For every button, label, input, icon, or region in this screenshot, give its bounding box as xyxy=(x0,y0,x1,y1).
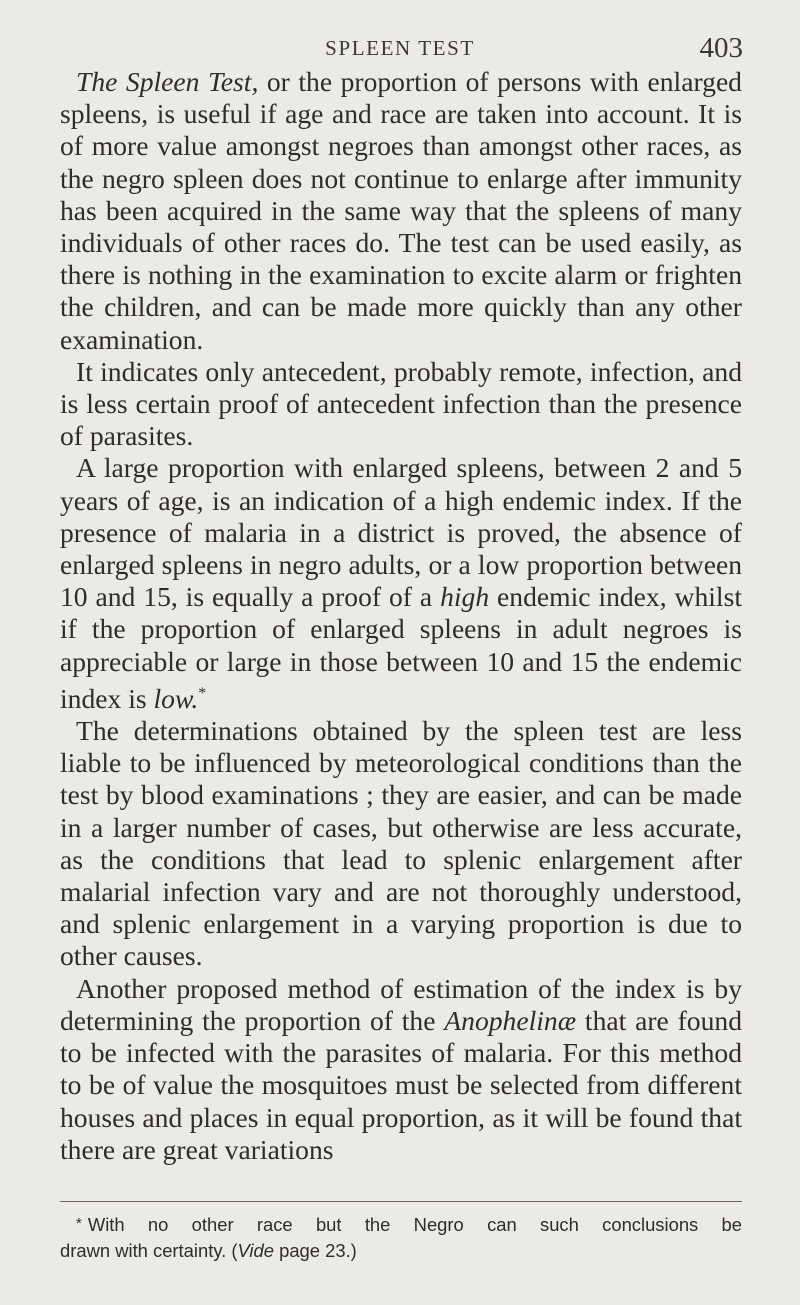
italic-high: high xyxy=(440,581,490,613)
paragraph-text: It indicates only antecedent, probably remote, infection, and is less certain proof of antecedent infection than the presence of parasites. xyxy=(60,355,742,452)
paragraph-lead-italic: The Spleen Test, xyxy=(76,66,259,97)
paragraph-text: or the proportion of persons with enlarged spleens, is useful if age and race are taken into account. It is of more value amongst negroes than amongst other races, as the negro spleen does not continue to enlarge after immunity has been acquired in the same way that the spleens of many individuals of other races do. The test can be used easily, as there is nothing in the examination to excite alarm or frighten the children, and can be made more quickly than any other examination. xyxy=(60,66,742,355)
running-title: SPLEEN TEST xyxy=(325,36,475,60)
footnote-mark: * xyxy=(76,1215,82,1232)
footnote xyxy=(60,1211,742,1264)
footnote-text: With no other race but the Negro can such conclusions be xyxy=(87,1214,742,1235)
footnote-line-2 xyxy=(60,1238,742,1264)
paragraph-text: that are found to be infected with the parasites of malaria. For this method to be of value the mosquitoes must be selected from different houses and places in equal proportion, as it will be found that there are great variations xyxy=(60,1004,742,1165)
footnote-text: drawn with certainty. ( xyxy=(60,1240,238,1261)
paragraph-spleen-test xyxy=(60,66,742,356)
footnote-divider xyxy=(60,1201,742,1202)
paragraph-text: The determinations obtained by the spleen test are less liable to be influenced by meteorological conditions than the test by blood examinations ; they are easier, and can be made in a larger number of cases, but otherwise are less accurate, as the conditions that lead to splenic enlargement after malarial infection vary and are not thoroughly understood, and splenic enlargement in a varying proportion is due to other causes. xyxy=(60,715,742,972)
footnote-text: page 23.) xyxy=(273,1240,357,1261)
page-number: 403 xyxy=(699,32,743,64)
paragraph-endemic-index xyxy=(60,452,742,715)
paragraph-anophelinae-method xyxy=(60,973,742,1166)
italic-low: low. xyxy=(153,682,199,714)
paragraph-antecedent-infection xyxy=(60,356,742,453)
body-text xyxy=(60,66,742,1166)
footnote-reference: * xyxy=(198,684,207,702)
footnote-line-1 xyxy=(60,1211,742,1238)
paragraph-text: Another proposed method of estimation of the index is by determining the proportion of the xyxy=(60,972,742,1036)
paragraph-text: A large proportion with enlarged spleens, between 2 and 5 years of age, is an indication of a high endemic index. If the presence of malaria in a district is proved, the absence of enlarged spleens in negro adults, or a low proportion between 10 and 15, is equally a proof of a xyxy=(60,452,742,613)
page-header xyxy=(0,30,800,70)
italic-anophelinae: Anophelinæ xyxy=(444,1004,577,1036)
paragraph-determinations xyxy=(60,715,742,973)
paragraph-text: endemic index, whilst if the proportion of enlarged spleens in adult negroes is appreciable or large in those between 10 and 15 the endemic index is xyxy=(60,581,743,714)
footnote-vide: Vide xyxy=(237,1240,274,1261)
